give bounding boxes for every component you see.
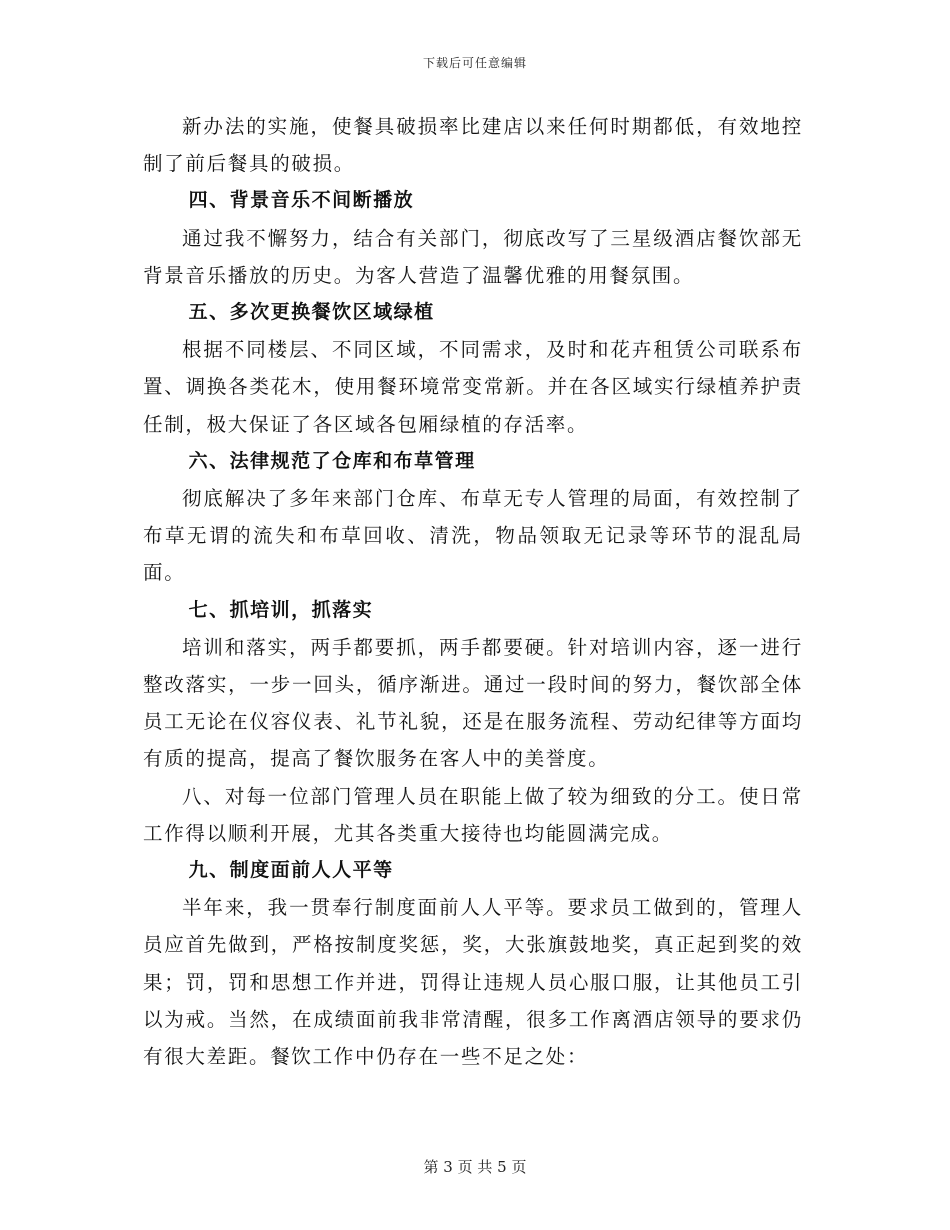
page-number: 第 3 页 共 5 页 <box>423 1158 527 1176</box>
heading-training: 七、抓培训，抓落实 <box>188 598 374 621</box>
heading-equality: 九、制度面前人人平等 <box>188 859 394 882</box>
paragraph-background-music: 通过我不懈努力，结合有关部门，彻底改写了三星级酒店餐饮部无背景音乐播放的历史。为客人营造了温馨优雅的用餐氛围。 <box>143 226 803 287</box>
paragraph-training: 培训和落实，两手都要抓，两手都要硬。针对培训内容，逐一进行整改落实，一步一回头，循序渐进。通过一段时间的努力，餐饮部全体员工无论在仪容仪表、礼节礼貌，还是在服务流程、劳动纪律等方面均有质的提高，提高了餐饮服务在客人中的美誉度。 <box>143 635 803 771</box>
paragraph-warehouse-linen: 彻底解决了多年来部门仓库、布草无专人管理的局面，有效控制了布草无谓的流失和布草回收、清洗，物品领取无记录等环节的混乱局面。 <box>143 487 803 585</box>
paragraph-division-of-labor: 八、对每一位部门管理人员在职能上做了较为细致的分工。使日常工作得以顺利开展，尤其各类重大接待也均能圆满完成。 <box>143 784 803 845</box>
heading-background-music: 四、背景音乐不间断播放 <box>188 189 415 212</box>
paragraph-dishware: 新办法的实施，使餐具破损率比建店以来任何时期都低，有效地控制了前后餐具的破损。 <box>143 115 803 176</box>
heading-greenery: 五、多次更换餐饮区域绿植 <box>188 301 435 324</box>
page-header: 下载后可任意编辑 <box>422 56 527 70</box>
paragraph-greenery: 根据不同楼层、不同区域，不同需求，及时和花卉租赁公司联系布置、调换各类花木，使用餐环境常变常新。并在各区域实行绿植养护责任制，极大保证了各区域各包厢绿植的存活率。 <box>143 338 803 436</box>
heading-warehouse-linen: 六、法律规范了仓库和布草管理 <box>188 449 476 472</box>
paragraph-equality: 半年来，我一贯奉行制度面前人人平等。要求员工做到的，管理人员应首先做到，严格按制度奖惩，奖，大张旗鼓地奖，真正起到奖的效果；罚，罚和思想工作并进，罚得让违规人员心服口服，让其他员工引以为戒。当然，在成绩面前我非常清醒，很多工作离酒店领导的要求仍有很大差距。餐饮工作中仍存在一些不足之处： <box>143 896 803 1069</box>
document-body <box>143 108 803 1075</box>
